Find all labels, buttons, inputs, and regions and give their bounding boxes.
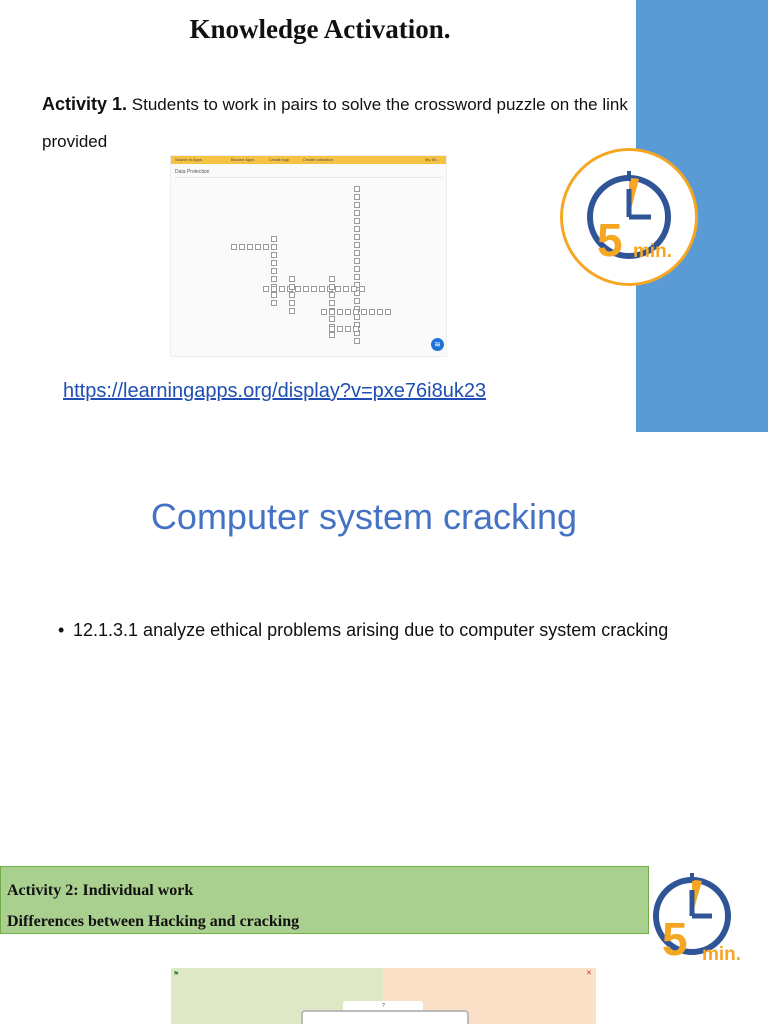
crossword-cell	[354, 274, 360, 280]
objective-text: 12.1.3.1 analyze ethical problems arising due to computer system cracking	[73, 620, 669, 640]
crossword-cell	[311, 286, 317, 292]
crossword-cell	[271, 260, 277, 266]
matching-app-screenshot	[171, 968, 596, 1024]
timer-1-number: 5	[597, 214, 623, 266]
activity-2-box	[0, 866, 649, 934]
crossword-cell	[321, 309, 327, 315]
crossword-cell	[295, 286, 301, 292]
crossword-cell	[354, 338, 360, 344]
crossword-cell	[271, 300, 277, 306]
crossword-cell	[343, 286, 349, 292]
crossword-cell	[354, 250, 360, 256]
close-icon: ✕	[586, 970, 592, 977]
timer-2-number: 5	[662, 913, 688, 965]
crossword-cell	[289, 308, 295, 314]
crossword-cell	[351, 286, 357, 292]
crossword-cell	[329, 316, 335, 322]
crossword-cell	[377, 309, 383, 315]
crossword-cell	[231, 244, 237, 250]
toolbar-create-app: Create App	[269, 157, 290, 162]
fullscreen-button: ≋	[431, 338, 444, 351]
crossword-cell	[369, 309, 375, 315]
crossword-cell	[319, 286, 325, 292]
crossword-cell	[271, 292, 277, 298]
crossword-cell	[353, 309, 359, 315]
crossword-cell	[361, 309, 367, 315]
crossword-cell	[337, 326, 343, 332]
section-title: Computer system cracking	[150, 496, 578, 537]
crossword-cell	[329, 276, 335, 282]
crossword-cell	[239, 244, 245, 250]
crossword-heading: Data Protection	[175, 169, 210, 175]
crossword-cell	[337, 309, 343, 315]
toolbar-create-collection: Create collection	[303, 157, 333, 162]
objective-bullet	[58, 618, 698, 643]
crossword-cell	[329, 332, 335, 338]
bullet-dot: •	[58, 620, 65, 640]
crossword-cell	[263, 286, 269, 292]
crossword-cell	[255, 244, 261, 250]
flag-icon: ⚑	[173, 971, 180, 978]
crossword-cell	[354, 194, 360, 200]
crossword-cell	[289, 276, 295, 282]
timer-1-unit: min.	[633, 241, 673, 262]
crossword-cell	[329, 326, 335, 332]
timer-2-unit: min.	[702, 944, 742, 965]
crossword-cell	[354, 242, 360, 248]
crossword-cell	[271, 276, 277, 282]
crossword-cell	[289, 284, 295, 290]
crossword-cell	[303, 286, 309, 292]
crossword-cell	[345, 326, 351, 332]
crossword-cell	[354, 234, 360, 240]
crossword-cell	[329, 284, 335, 290]
timer-badge-1	[560, 148, 698, 286]
activity-1-label: Activity 1.	[42, 94, 128, 114]
crossword-cell	[289, 300, 295, 306]
activity-1-instructions: Students to work in pairs to solve the crossword puzzle on the link provided	[42, 95, 628, 151]
activity-1-text	[42, 86, 632, 160]
matching-card	[301, 1010, 469, 1024]
toolbar-my: My Sh...	[425, 157, 440, 162]
crossword-cell	[354, 266, 360, 272]
crossword-cell	[359, 286, 365, 292]
divider	[175, 177, 443, 178]
crossword-cell	[289, 292, 295, 298]
crossword-cell	[353, 326, 359, 332]
crossword-cell	[247, 244, 253, 250]
crossword-cell	[329, 309, 335, 315]
crossword-screenshot	[170, 155, 447, 357]
crossword-cell	[329, 292, 335, 298]
activity-2-title: Activity 2: Individual work	[7, 882, 194, 899]
crossword-cell	[354, 210, 360, 216]
toolbar-search: Search in Apps	[175, 157, 202, 162]
crossword-cell	[279, 286, 285, 292]
crossword-cell	[271, 252, 277, 258]
crossword-cell	[354, 226, 360, 232]
timer-badge-2	[650, 872, 760, 972]
toolbar-browse: Browse Apps	[231, 157, 255, 162]
clock-icon	[563, 151, 695, 283]
crossword-cell	[271, 286, 277, 292]
slide-title: Knowledge Activation.	[189, 14, 451, 44]
crossword-cell	[354, 186, 360, 192]
learningapps-link[interactable]: https://learningapps.org/display?v=pxe76i8uk23	[63, 380, 487, 402]
crossword-cell	[335, 286, 341, 292]
crossword-cell	[354, 202, 360, 208]
crossword-cell	[263, 244, 269, 250]
crossword-cell	[271, 268, 277, 274]
crossword-cell	[354, 298, 360, 304]
crossword-cell	[354, 258, 360, 264]
crossword-cell	[354, 218, 360, 224]
crossword-cell	[271, 244, 277, 250]
crossword-cell	[345, 309, 351, 315]
activity-2-topic: Differences between Hacking and cracking	[7, 913, 300, 930]
crossword-cell	[329, 300, 335, 306]
crossword-cell	[271, 236, 277, 242]
question-mark: ?	[382, 1003, 385, 1009]
crossword-cell	[385, 309, 391, 315]
